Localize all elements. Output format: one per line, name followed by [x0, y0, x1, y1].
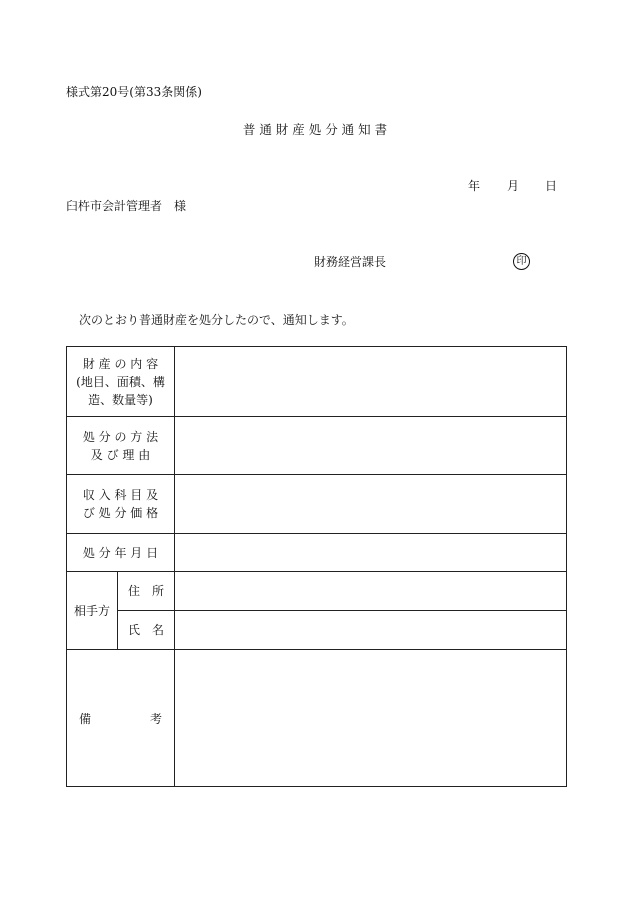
property-content-label-line2: (地目、面積、構: [76, 374, 165, 389]
disposal-method-label-line1: 処 分 の 方 法: [82, 429, 159, 444]
revenue-item-label: [67, 475, 175, 534]
disposal-method-field[interactable]: [175, 417, 567, 475]
date-line: [468, 180, 557, 192]
intro-text: 次のとおり普通財産を処分したので、通知します。: [79, 313, 354, 327]
property-content-label-line1: 財 産 の 内 容: [82, 356, 159, 371]
row-counterparty-address: [67, 572, 567, 611]
row-counterparty-name: [67, 611, 567, 650]
recipient: 臼杵市会計管理者 様: [66, 199, 187, 213]
form-number: 様式第20号(第33条関係): [66, 85, 202, 99]
counterparty-address-label: 住 所: [118, 572, 175, 611]
date-year-label: 年: [468, 179, 481, 193]
disposal-method-label: [67, 417, 175, 475]
remarks-field[interactable]: [175, 650, 567, 787]
row-remarks: [67, 650, 567, 787]
row-disposal-date: [67, 534, 567, 572]
remarks-label: [67, 650, 175, 787]
date-month-label: 月: [507, 179, 520, 193]
counterparty-name-field[interactable]: [175, 611, 567, 650]
property-content-label: [67, 347, 175, 417]
revenue-item-label-line2: び 処 分 価 格: [82, 506, 159, 520]
remarks-label-right: 考: [149, 711, 162, 726]
counterparty-address-field[interactable]: [175, 572, 567, 611]
document-title: 普 通 財 産 処 分 通 知 書: [242, 122, 388, 137]
property-content-field[interactable]: [175, 347, 567, 417]
property-content-label-line3: 造、数量等): [88, 392, 153, 407]
disposal-date-field[interactable]: [175, 534, 567, 572]
sender-title: 財務経営課長: [314, 255, 387, 269]
counterparty-name-label: 氏 名: [118, 611, 175, 650]
seal-mark: 印: [513, 253, 530, 270]
revenue-item-field[interactable]: [175, 475, 567, 534]
row-revenue-item: [67, 475, 567, 534]
disposal-form-table: [66, 346, 567, 787]
row-disposal-method: [67, 417, 567, 475]
disposal-method-label-line2: 及 び 理 由: [90, 447, 151, 462]
counterparty-label: 相手方: [67, 572, 118, 650]
disposal-date-label: 処 分 年 月 日: [67, 534, 175, 572]
row-property-content: [67, 347, 567, 417]
revenue-item-label-line1: 収 入 科 目 及: [82, 488, 159, 502]
remarks-label-left: 備: [79, 711, 92, 726]
date-day-label: 日: [545, 179, 558, 193]
